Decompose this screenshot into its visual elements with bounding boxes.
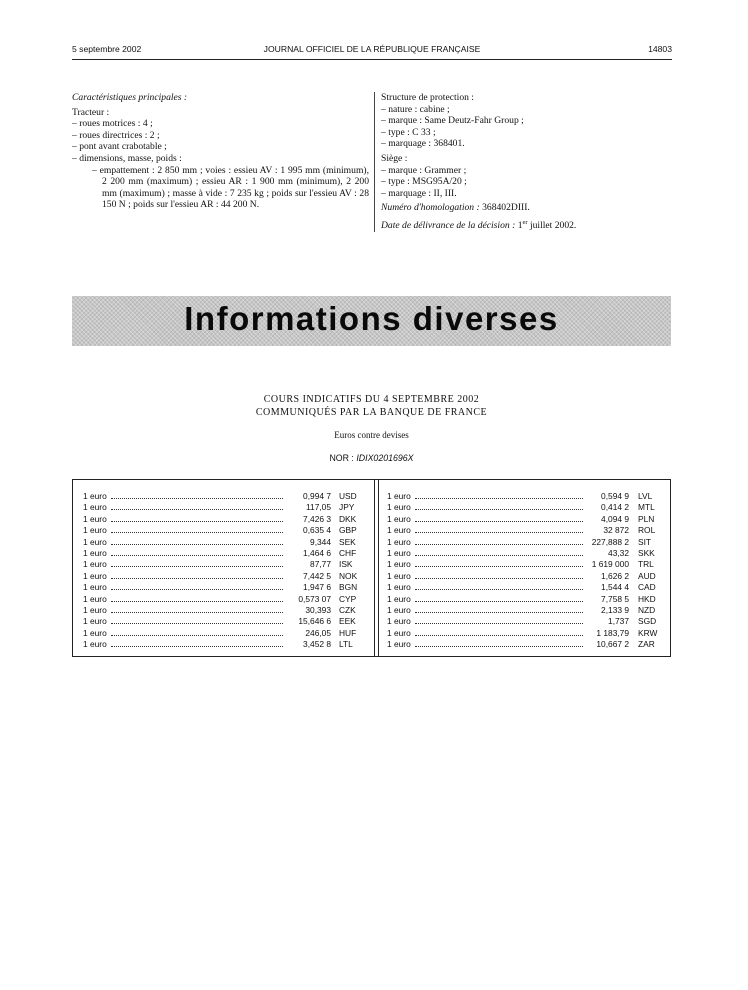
currency-code: CZK bbox=[339, 604, 356, 615]
currency-code: MTL bbox=[638, 502, 655, 513]
tracteur-item: – pont avant crabotable ; bbox=[72, 141, 167, 153]
rate-value: 0,573 07 bbox=[298, 593, 331, 604]
rate-leader-dots bbox=[111, 544, 283, 545]
dimensions-detail: – empattement : 2 850 mm ; voies : essieu AV : 1 995 mm (minimum), 2 200 mm (maximum) ; essieu AR : 1 900 mm (minimum), 2 200 mm (maximum) ; masse à vide : 7 235 kg ; poids sur l'essieu AV : 28 150 N ; poids sur l'essieu AR : 44 200 N. bbox=[92, 164, 369, 211]
rate-leader-dots bbox=[111, 532, 283, 533]
right-column bbox=[381, 92, 636, 232]
homologation-value: 368402DIII. bbox=[482, 202, 530, 214]
rate-leader-dots bbox=[111, 601, 283, 602]
rate-label: 1 euro bbox=[83, 525, 107, 536]
rate-value: 1,947 6 bbox=[303, 582, 331, 593]
siege-item: – type : MSG95A/20 ; bbox=[381, 176, 467, 188]
rate-leader-dots bbox=[111, 555, 283, 556]
rate-row bbox=[387, 491, 662, 502]
rate-value: 1,544 4 bbox=[601, 582, 629, 593]
journal-title: JOURNAL OFFICIEL DE LA RÉPUBLIQUE FRANÇAISE bbox=[263, 44, 481, 54]
currency-code: ISK bbox=[339, 559, 353, 570]
rate-label: 1 euro bbox=[387, 604, 411, 615]
rate-label: 1 euro bbox=[83, 547, 107, 558]
delivrance-sup: er bbox=[522, 218, 528, 226]
column-divider bbox=[374, 92, 375, 232]
rate-leader-dots bbox=[415, 544, 583, 545]
nor-label: NOR : bbox=[329, 453, 354, 463]
exchange-rates-table bbox=[72, 479, 671, 657]
section-banner bbox=[72, 296, 671, 346]
homologation-label: Numéro d'homologation : bbox=[381, 202, 480, 214]
rate-label: 1 euro bbox=[83, 593, 107, 604]
currency-code: HUF bbox=[339, 627, 357, 638]
rate-label: 1 euro bbox=[387, 593, 411, 604]
rate-label: 1 euro bbox=[83, 491, 107, 501]
rate-row bbox=[83, 537, 361, 548]
rate-leader-dots bbox=[415, 498, 583, 499]
rate-leader-dots bbox=[111, 612, 283, 613]
rate-row bbox=[387, 582, 662, 593]
currency-code: NZD bbox=[638, 604, 656, 615]
cours-title-line2: COMMUNIQUÉS PAR LA BANQUE DE FRANCE bbox=[255, 407, 488, 418]
currency-code: DKK bbox=[339, 513, 357, 524]
rate-leader-dots bbox=[415, 521, 583, 522]
rate-label: 1 euro bbox=[387, 547, 411, 558]
rate-value: 0,635 4 bbox=[303, 525, 331, 536]
rate-row bbox=[83, 605, 361, 616]
table-divider bbox=[378, 480, 379, 656]
rate-value: 4,094 9 bbox=[601, 513, 629, 524]
rate-leader-dots bbox=[415, 532, 583, 533]
rate-leader-dots bbox=[111, 521, 283, 522]
currency-code: SEK bbox=[339, 536, 356, 547]
rate-value: 1,737 bbox=[608, 616, 629, 627]
rate-leader-dots bbox=[111, 635, 283, 636]
siege-item: – marquage : II, III. bbox=[381, 187, 457, 199]
rate-leader-dots bbox=[415, 635, 583, 636]
rate-row bbox=[387, 594, 662, 605]
rate-label: 1 euro bbox=[387, 513, 411, 524]
tracteur-item: – roues directrices : 2 ; bbox=[72, 129, 160, 141]
rate-label: 1 euro bbox=[387, 502, 411, 513]
rate-value: 87,77 bbox=[310, 559, 331, 570]
rate-value: 246,05 bbox=[305, 627, 331, 638]
dimensions-label: – dimensions, masse, poids : bbox=[72, 152, 182, 164]
rate-leader-dots bbox=[415, 601, 583, 602]
currency-code: CAD bbox=[638, 582, 656, 593]
cours-subtitle: Euros contre devises bbox=[334, 430, 409, 440]
currency-code: EEK bbox=[339, 616, 356, 627]
currency-code: GBP bbox=[339, 525, 357, 536]
table-divider bbox=[374, 480, 375, 656]
currency-code: ZAR bbox=[638, 639, 655, 650]
rate-label: 1 euro bbox=[387, 536, 411, 547]
rate-label: 1 euro bbox=[83, 502, 107, 513]
rate-value: 1,464 6 bbox=[303, 547, 331, 558]
rate-leader-dots bbox=[111, 509, 283, 510]
rate-label: 1 euro bbox=[83, 559, 107, 570]
structure-item: – marque : Same Deutz-Fahr Group ; bbox=[381, 115, 524, 127]
rate-row bbox=[387, 502, 662, 513]
structure-label: Structure de protection : bbox=[381, 92, 474, 103]
rate-row bbox=[83, 594, 361, 605]
delivrance-day: 1 bbox=[517, 220, 523, 232]
homologation-line bbox=[381, 202, 636, 214]
tracteur-label: Tracteur : bbox=[72, 106, 110, 118]
rate-value: 32 872 bbox=[603, 525, 629, 536]
currency-code: SGD bbox=[638, 616, 657, 627]
rate-label: 1 euro bbox=[387, 639, 411, 650]
rate-row bbox=[387, 525, 662, 536]
header-rule bbox=[72, 59, 672, 60]
rate-leader-dots bbox=[111, 498, 283, 499]
rate-value: 9,344 bbox=[310, 536, 331, 547]
cours-title-line1: COURS INDICATIFS DU 4 SEPTEMBRE 2002 bbox=[263, 394, 480, 405]
rate-value: 0,594 9 bbox=[601, 491, 629, 501]
delivrance-rest: juillet 2002. bbox=[529, 220, 577, 232]
rate-row bbox=[83, 491, 361, 502]
currency-code: AUD bbox=[638, 570, 656, 581]
rate-label: 1 euro bbox=[83, 627, 107, 638]
rate-label: 1 euro bbox=[83, 513, 107, 524]
rate-label: 1 euro bbox=[387, 616, 411, 627]
rate-row bbox=[83, 582, 361, 593]
rate-value: 10,667 2 bbox=[596, 639, 629, 650]
rate-label: 1 euro bbox=[387, 570, 411, 581]
structure-item: – type : C 33 ; bbox=[381, 126, 436, 138]
rate-row bbox=[387, 616, 662, 627]
currency-code: CYP bbox=[339, 593, 357, 604]
currency-code: ROL bbox=[638, 525, 656, 536]
rate-leader-dots bbox=[415, 509, 583, 510]
rate-row bbox=[387, 639, 662, 650]
rate-label: 1 euro bbox=[83, 582, 107, 593]
rate-value: 117,05 bbox=[306, 502, 331, 513]
rate-label: 1 euro bbox=[387, 627, 411, 638]
rate-label: 1 euro bbox=[83, 616, 107, 627]
rate-value: 2,133 9 bbox=[601, 604, 629, 615]
currency-code: NOK bbox=[339, 570, 358, 581]
rate-value: 227,888 2 bbox=[591, 536, 629, 547]
rate-leader-dots bbox=[111, 623, 283, 624]
structure-item: – marquage : 368401. bbox=[381, 138, 465, 150]
rate-value: 15,646 6 bbox=[298, 616, 331, 627]
tracteur-item: – roues motrices : 4 ; bbox=[72, 118, 153, 130]
rates-column-right bbox=[387, 491, 662, 650]
rate-row bbox=[83, 559, 361, 570]
rate-row bbox=[83, 525, 361, 536]
rate-value: 7,426 3 bbox=[303, 513, 331, 524]
rate-value: 0,414 2 bbox=[601, 502, 629, 513]
left-column bbox=[72, 92, 369, 211]
currency-code: USD bbox=[339, 491, 357, 501]
header-date: 5 septembre 2002 bbox=[72, 44, 142, 54]
rate-value: 43,32 bbox=[608, 547, 629, 558]
rate-value: 3,452 8 bbox=[303, 639, 331, 650]
rate-leader-dots bbox=[415, 589, 583, 590]
page-header bbox=[72, 44, 672, 58]
currency-code: CHF bbox=[339, 547, 357, 558]
rate-value: 7,442 5 bbox=[303, 570, 331, 581]
currency-code: LTL bbox=[339, 639, 353, 650]
rate-leader-dots bbox=[111, 589, 283, 590]
banner-title: Informations diverses bbox=[184, 300, 559, 337]
rate-row bbox=[83, 639, 361, 650]
rate-label: 1 euro bbox=[83, 536, 107, 547]
currency-code: BGN bbox=[339, 582, 358, 593]
currency-code: PLN bbox=[638, 513, 655, 524]
rate-label: 1 euro bbox=[387, 559, 411, 570]
rate-row bbox=[83, 616, 361, 627]
rate-leader-dots bbox=[415, 646, 583, 647]
page-number: 14803 bbox=[648, 44, 672, 54]
rate-value: 1 619 000 bbox=[591, 559, 629, 570]
rate-value: 0,994 7 bbox=[303, 491, 331, 501]
nor-value: IDIX0201696X bbox=[356, 453, 414, 463]
currency-code: LVL bbox=[638, 491, 653, 501]
rate-row bbox=[387, 537, 662, 548]
rate-label: 1 euro bbox=[83, 570, 107, 581]
currency-code: HKD bbox=[638, 593, 656, 604]
rate-row bbox=[83, 628, 361, 639]
currency-code: KRW bbox=[638, 627, 658, 638]
rate-leader-dots bbox=[415, 612, 583, 613]
rate-row bbox=[387, 559, 662, 570]
rate-label: 1 euro bbox=[387, 525, 411, 536]
currency-code: TRL bbox=[638, 559, 654, 570]
rate-leader-dots bbox=[111, 578, 283, 579]
siege-label: Siège : bbox=[381, 152, 408, 164]
characteristics-heading: Caractéristiques principales : bbox=[72, 92, 188, 103]
rate-value: 1,626 2 bbox=[601, 570, 629, 581]
nor-reference bbox=[72, 453, 671, 463]
rate-value: 30,393 bbox=[305, 604, 331, 615]
structure-item: – nature : cabine ; bbox=[381, 103, 450, 115]
currency-code: JPY bbox=[339, 502, 355, 513]
rate-row bbox=[83, 514, 361, 525]
rate-row bbox=[387, 628, 662, 639]
rates-column-left bbox=[83, 491, 361, 650]
rate-leader-dots bbox=[415, 555, 583, 556]
rate-label: 1 euro bbox=[83, 604, 107, 615]
rate-label: 1 euro bbox=[387, 491, 411, 501]
rate-leader-dots bbox=[111, 566, 283, 567]
siege-item: – marque : Grammer ; bbox=[381, 164, 467, 176]
rate-value: 1 183,79 bbox=[596, 627, 629, 638]
rate-leader-dots bbox=[111, 646, 283, 647]
rate-label: 1 euro bbox=[83, 639, 107, 650]
rate-label: 1 euro bbox=[387, 582, 411, 593]
rate-row bbox=[83, 548, 361, 559]
delivrance-line bbox=[381, 217, 636, 232]
rate-value: 7,758 5 bbox=[601, 593, 629, 604]
rate-row bbox=[387, 571, 662, 582]
rate-leader-dots bbox=[415, 566, 583, 567]
currency-code: SIT bbox=[638, 536, 652, 547]
rate-row bbox=[387, 548, 662, 559]
rate-leader-dots bbox=[415, 623, 583, 624]
rate-row bbox=[387, 605, 662, 616]
delivrance-label: Date de délivrance de la décision : bbox=[381, 220, 516, 232]
rate-row bbox=[83, 502, 361, 513]
currency-code: SKK bbox=[638, 547, 655, 558]
rate-row bbox=[387, 514, 662, 525]
rate-leader-dots bbox=[415, 578, 583, 579]
rate-row bbox=[83, 571, 361, 582]
